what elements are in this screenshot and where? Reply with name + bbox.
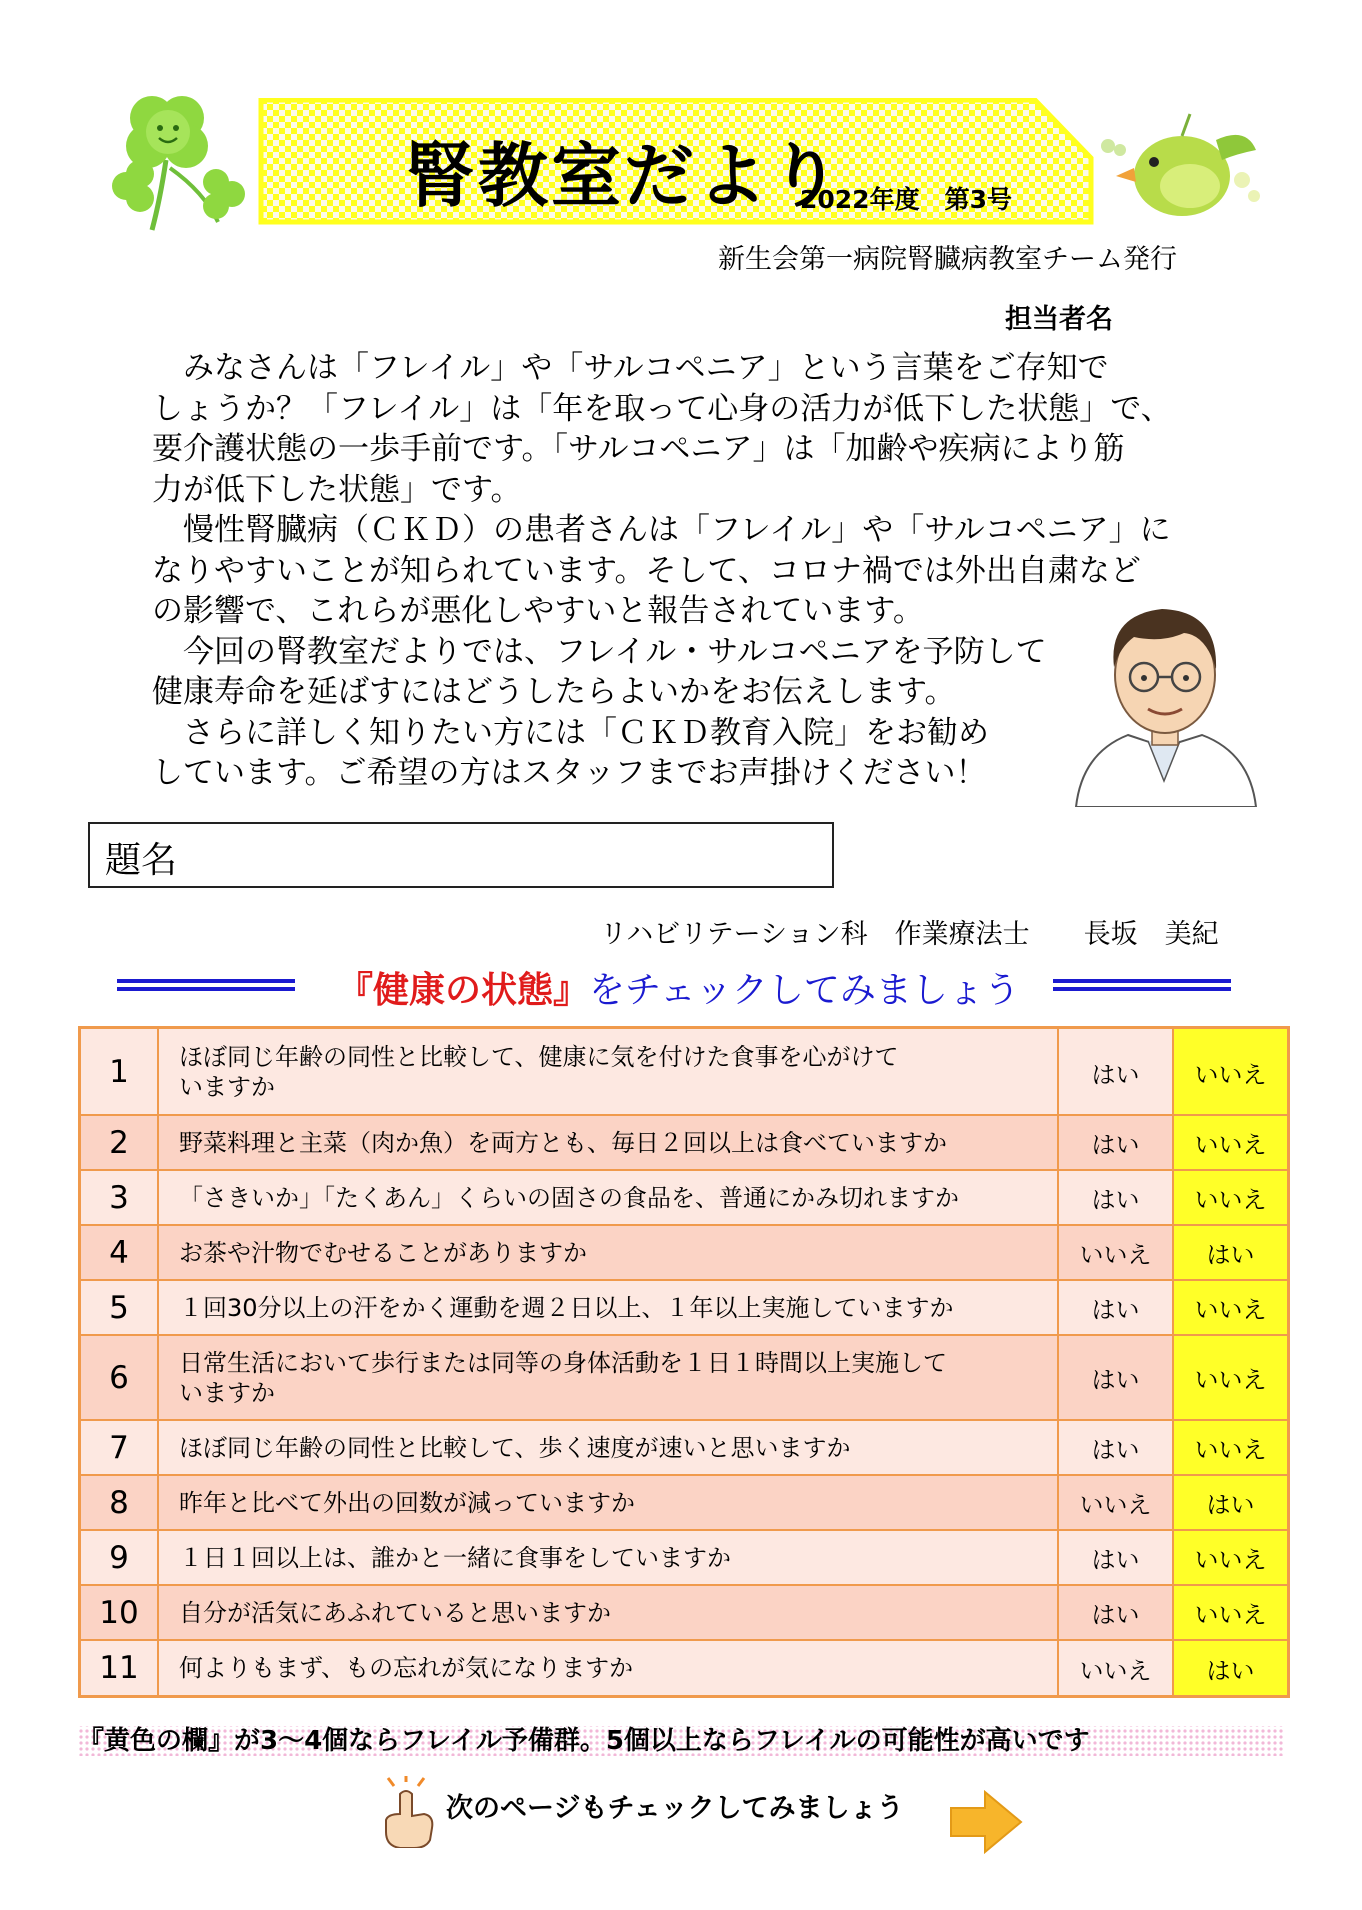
row-answer-a: はい — [1059, 1531, 1174, 1584]
row-answer-b: いいえ — [1174, 1116, 1287, 1169]
table-row — [81, 1476, 1287, 1529]
issue-label: 2022年度 第3号 — [800, 185, 1012, 214]
row-number: 11 — [81, 1641, 159, 1695]
row-answer-a: いいえ — [1059, 1226, 1174, 1279]
intro-line: しょうか？「フレイル」は「年を取って心身の活力が低下した状態」で、 — [152, 390, 1172, 427]
table-row — [81, 1116, 1287, 1169]
intro-line: みなさんは「フレイル」や「サルコペニア」という言葉をご存知で — [152, 350, 1109, 386]
row-question: 何よりもまず、もの忘れが気になりますか — [159, 1641, 1059, 1695]
intro-line: さらに詳しく知りたい方には「ＣＫＤ教育入院」をお勧め — [152, 714, 989, 751]
author-label: リハビリテーション科 作業療法士 長坂 美紀 — [600, 919, 1219, 950]
bird-illustration — [1096, 110, 1268, 228]
intro-line: 要介護状態の一歩手前です。「サルコペニア」は「加齢や疾病により筋 — [152, 431, 1125, 467]
check-heading — [337, 962, 1020, 1013]
row-answer-b: はい — [1174, 1641, 1287, 1695]
row-answer-a: はい — [1059, 1336, 1174, 1419]
heading-rule-right — [1053, 979, 1231, 991]
row-answer-b: いいえ — [1174, 1531, 1287, 1584]
row-question: 日常生活において歩行または同等の身体活動を１日１時間以上実施して いますか — [159, 1336, 1059, 1419]
table-row — [81, 1171, 1287, 1224]
row-answer-b: いいえ — [1174, 1281, 1287, 1334]
row-answer-b: いいえ — [1174, 1171, 1287, 1224]
row-answer-a: はい — [1059, 1281, 1174, 1334]
intro-line: なりやすいことが知られています。そして、コロナ禍では外出自粛など — [152, 552, 1141, 589]
row-answer-a: はい — [1059, 1116, 1174, 1169]
row-number: 1 — [81, 1029, 159, 1115]
topic-box — [88, 822, 834, 888]
check-heading-emphasis: 『健康の状態』 — [337, 970, 590, 1011]
row-number: 5 — [81, 1281, 159, 1334]
row-question: 自分が活気にあふれていると思いますか — [159, 1586, 1059, 1639]
row-answer-a: いいえ — [1059, 1476, 1174, 1529]
row-answer-b: いいえ — [1174, 1336, 1287, 1419]
row-answer-b: いいえ — [1174, 1586, 1287, 1639]
pointing-finger-icon — [378, 1776, 438, 1848]
check-heading-text: をチェックしてみましょう — [589, 970, 1020, 1011]
row-answer-a: はい — [1059, 1586, 1174, 1639]
row-answer-a: はい — [1059, 1421, 1174, 1474]
table-row — [81, 1421, 1287, 1474]
row-number: 10 — [81, 1586, 159, 1639]
row-answer-a: いいえ — [1059, 1641, 1174, 1695]
checklist-table — [78, 1026, 1290, 1698]
table-row — [81, 1586, 1287, 1639]
row-question: 昨年と比べて外出の回数が減っていますか — [159, 1476, 1059, 1529]
row-number: 2 — [81, 1116, 159, 1169]
intro-line: しています。ご希望の方はスタッフまでお声掛けください！ — [152, 755, 987, 791]
intro-line: 健康寿命を延ばすにはどうしたらよいかをお伝えします。 — [152, 674, 956, 710]
row-answer-b: はい — [1174, 1476, 1287, 1529]
row-question: ほぼ同じ年齢の同性と比較して、健康に気を付けた食事を心がけて いますか — [159, 1029, 1059, 1115]
row-question: 「さきいか」「たくあん」くらいの固さの食品を、普通にかみ切れますか — [159, 1171, 1059, 1224]
table-row — [81, 1531, 1287, 1584]
row-number: 3 — [81, 1171, 159, 1224]
row-number: 6 — [81, 1336, 159, 1419]
row-question: ほぼ同じ年齢の同性と比較して、歩く速度が速いと思いますか — [159, 1421, 1059, 1474]
row-number: 7 — [81, 1421, 159, 1474]
person-in-charge-label: 担当者名 — [1005, 304, 1113, 335]
page-title: 腎教室だより — [405, 135, 843, 217]
arrow-right-icon[interactable] — [949, 1790, 1023, 1854]
row-question: １日１回以上は、誰かと一緒に食事をしていますか — [159, 1531, 1059, 1584]
row-question: お茶や汁物でむせることがありますか — [159, 1226, 1059, 1279]
row-answer-a: はい — [1059, 1029, 1174, 1115]
row-question: 野菜料理と主菜（肉か魚）を両方とも、毎日２回以上は食べていますか — [159, 1116, 1059, 1169]
row-number: 9 — [81, 1531, 159, 1584]
table-row — [81, 1641, 1287, 1695]
table-row — [81, 1336, 1287, 1419]
intro-line: の影響で、これらが悪化しやすいと報告されています。 — [152, 593, 924, 629]
footnote: 『黄色の欄』が3～4個ならフレイル予備群。5個以上ならフレイルの可能性が高いです — [78, 1726, 1090, 1756]
intro-line: 慢性腎臓病（ＣＫＤ）の患者さんは「フレイル」や「サルコペニア」に — [152, 512, 1171, 548]
intro-line: 今回の腎教室だよりでは、フレイル・サルコペニアを予防して — [152, 633, 1047, 670]
table-row — [81, 1029, 1287, 1115]
topic-label: 題名 — [105, 840, 178, 881]
row-number: 4 — [81, 1226, 159, 1279]
intro-line: 力が低下した状態」です。 — [152, 471, 522, 508]
clover-illustration — [108, 90, 248, 238]
row-number: 8 — [81, 1476, 159, 1529]
heading-rule-left — [117, 979, 295, 991]
next-page-text: 次のページもチェックしてみましょう — [446, 1793, 904, 1824]
doctor-portrait — [1068, 585, 1260, 807]
row-answer-b: いいえ — [1174, 1421, 1287, 1474]
table-row — [81, 1281, 1287, 1334]
row-answer-b: いいえ — [1174, 1029, 1287, 1115]
table-row — [81, 1226, 1287, 1279]
row-answer-a: はい — [1059, 1171, 1174, 1224]
publisher-label: 新生会第一病院腎臓病教室チーム発行 — [718, 244, 1177, 275]
row-question: １回30分以上の汗をかく運動を週２日以上、１年以上実施していますか — [159, 1281, 1059, 1334]
row-answer-b: はい — [1174, 1226, 1287, 1279]
